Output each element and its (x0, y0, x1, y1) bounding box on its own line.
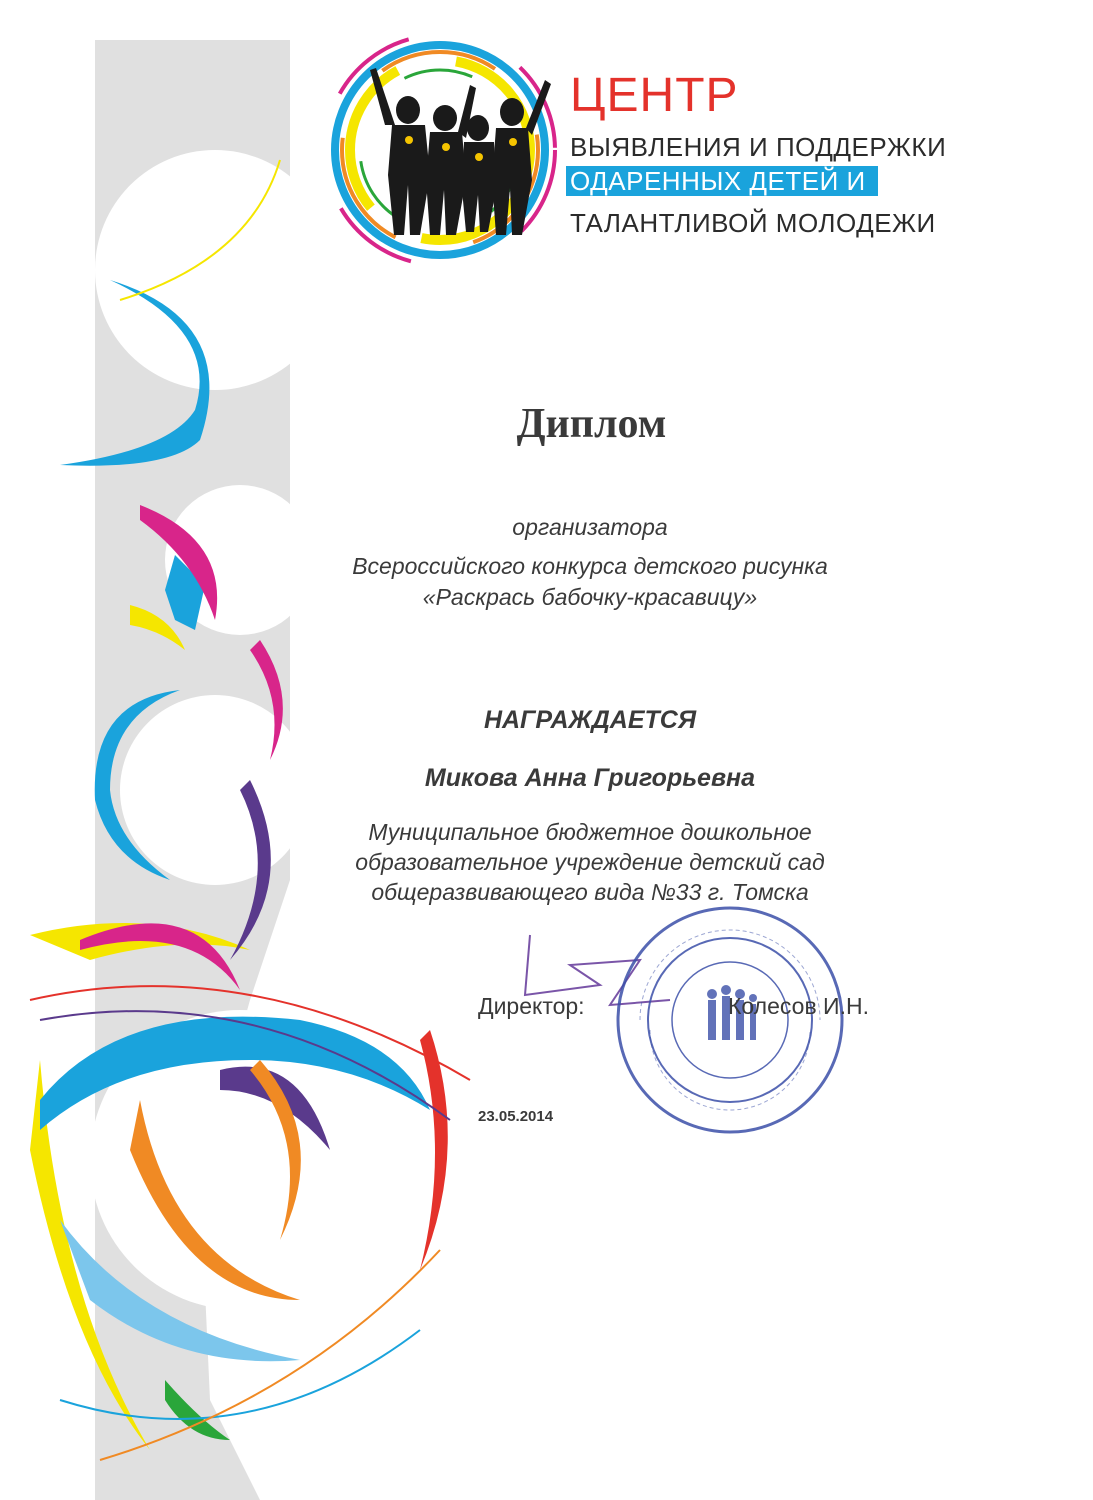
contest-text: Всероссийского конкурса детского рисунка (352, 553, 828, 579)
issue-date: 23.05.2014 (478, 1108, 554, 1125)
organizer-text: организатора (512, 514, 668, 540)
logo-line-3: ТАЛАНТЛИВОЙ МОЛОДЕЖИ (570, 208, 936, 238)
contest-name: «Раскрась бабочку-красавицу» (422, 584, 758, 610)
logo-line-1: ВЫЯВЛЕНИЯ И ПОДДЕРЖКИ (570, 132, 947, 162)
logo-line-2: ОДАРЕННЫХ ДЕТЕЙ И (566, 166, 878, 196)
white-circle-1 (95, 150, 335, 390)
institution-line: общеразвивающего вида №33 г. Томска (371, 879, 809, 905)
logo-title: ЦЕНТР (570, 69, 739, 122)
stamp-icon (610, 900, 850, 1140)
recipient-name: Микова Анна Григорьевна (424, 764, 756, 792)
diploma-title: Диплом (516, 401, 667, 447)
director-label: Директор: (478, 993, 585, 1019)
institution-name (290, 817, 890, 907)
awarded-heading: НАГРАЖДАЕТСЯ (483, 706, 697, 734)
institution-line: образовательное учреждение детский сад (355, 849, 825, 875)
institution-line: Муниципальное бюджетное дошкольное (368, 819, 812, 845)
director-name: Колесов И.Н. (728, 993, 869, 1019)
